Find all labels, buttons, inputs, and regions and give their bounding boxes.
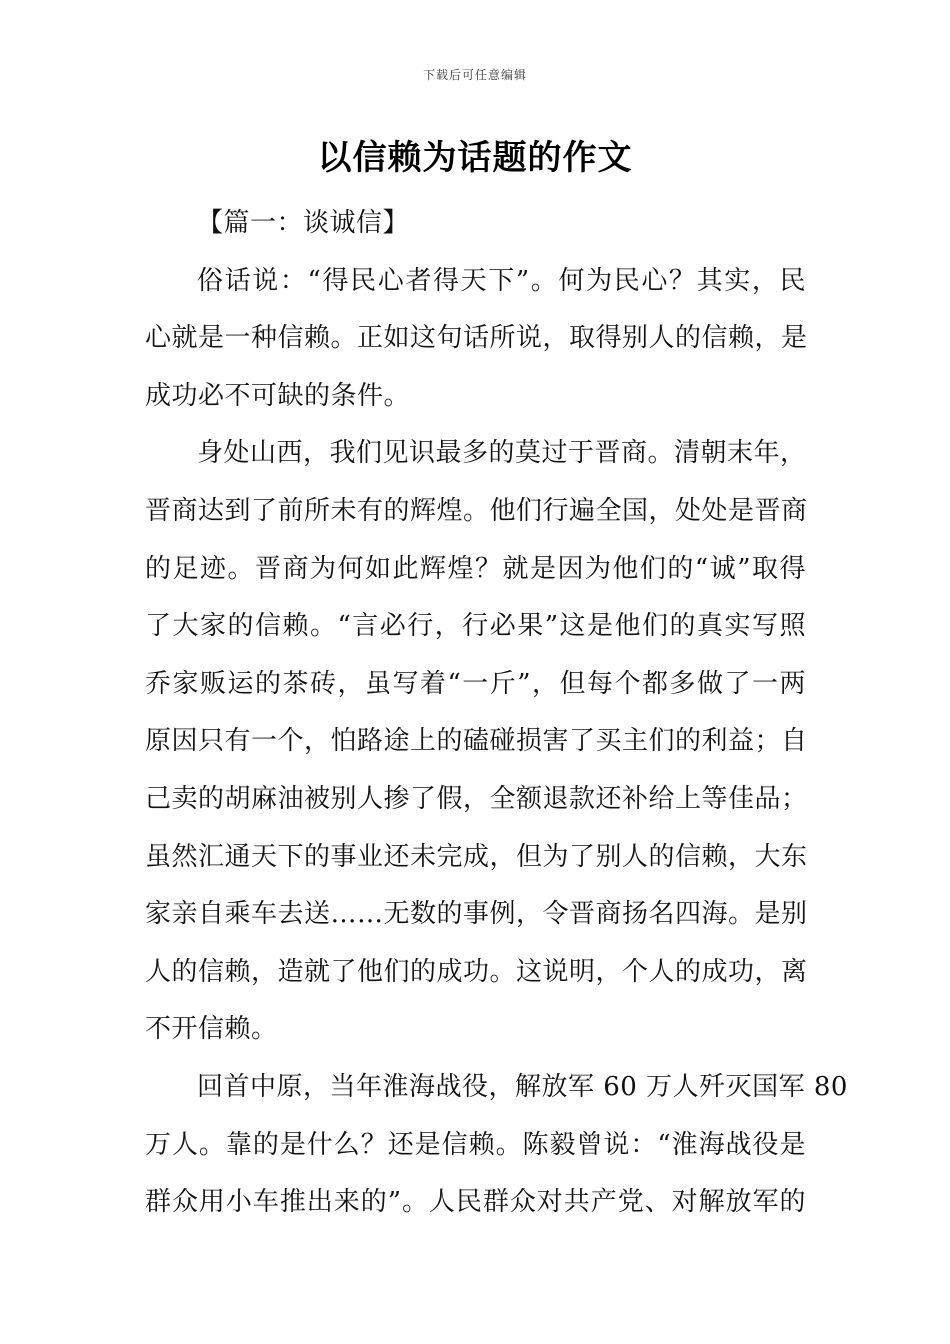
paragraph-1-line-2: 心就是一种信赖。正如这句话所说，取得别人的信赖，是: [145, 323, 808, 354]
paragraph-2-line-2: 晋商达到了前所未有的辉煌。他们行遍全国，处处是晋商: [145, 495, 808, 526]
paragraph-2-line-10: 人的信赖，造就了他们的成功。这说明，个人的成功，离: [145, 956, 808, 987]
paragraph-2-line-7: 己卖的胡麻油被别人掺了假，全额退款还补给上等佳品；: [145, 783, 808, 814]
paragraph-2-line-11: 不开信赖。: [145, 1014, 278, 1045]
paragraph-1-line-1: 俗话说：“得民心者得天下”。何为民心？其实，民: [197, 265, 806, 296]
paragraph-1-line-3: 成功必不可缺的条件。: [145, 380, 411, 411]
document-title: 以信赖为话题的作文: [317, 138, 633, 178]
paragraph-2-line-4: 了大家的信赖。“言必行，行必果”这是他们的真实写照: [145, 611, 806, 642]
paragraph-2-line-6: 原因只有一个，怕路途上的磕碰损害了买主们的利益；自: [145, 726, 808, 757]
body-text: [145, 201, 848, 1238]
paragraph-3-line-3: 群众用小车推出来的”。人民群众对共产党、对解放军的: [145, 1187, 806, 1218]
paragraph-2-line-5: 乔家贩运的茶砖，虽写着“一斤”，但每个都多做了一两: [145, 668, 806, 699]
paragraph-2-line-3: 的足迹。晋商为何如此辉煌？就是因为他们的“诚”取得: [145, 553, 806, 584]
paragraph-2-line-9: 家亲自乘车去送……无数的事例，令晋商扬名四海。是别: [145, 899, 808, 930]
paragraph-2-line-1: 身处山西，我们见识最多的莫过于晋商。清朝末年，: [197, 438, 807, 469]
paragraph-2-line-8: 虽然汇通天下的事业还未完成，但为了别人的信赖，大东: [145, 841, 808, 872]
paragraph-3-line-1: 回首中原，当年淮海战役，解放军 60 万人歼灭国军 80: [197, 1071, 848, 1102]
section-heading: 【篇一：谈诚信】: [197, 208, 410, 238]
paragraph-3-line-2: 万人。靠的是什么？还是信赖。陈毅曾说：“淮海战役是: [145, 1129, 806, 1160]
header-note: 下载后可任意编辑: [422, 68, 527, 82]
